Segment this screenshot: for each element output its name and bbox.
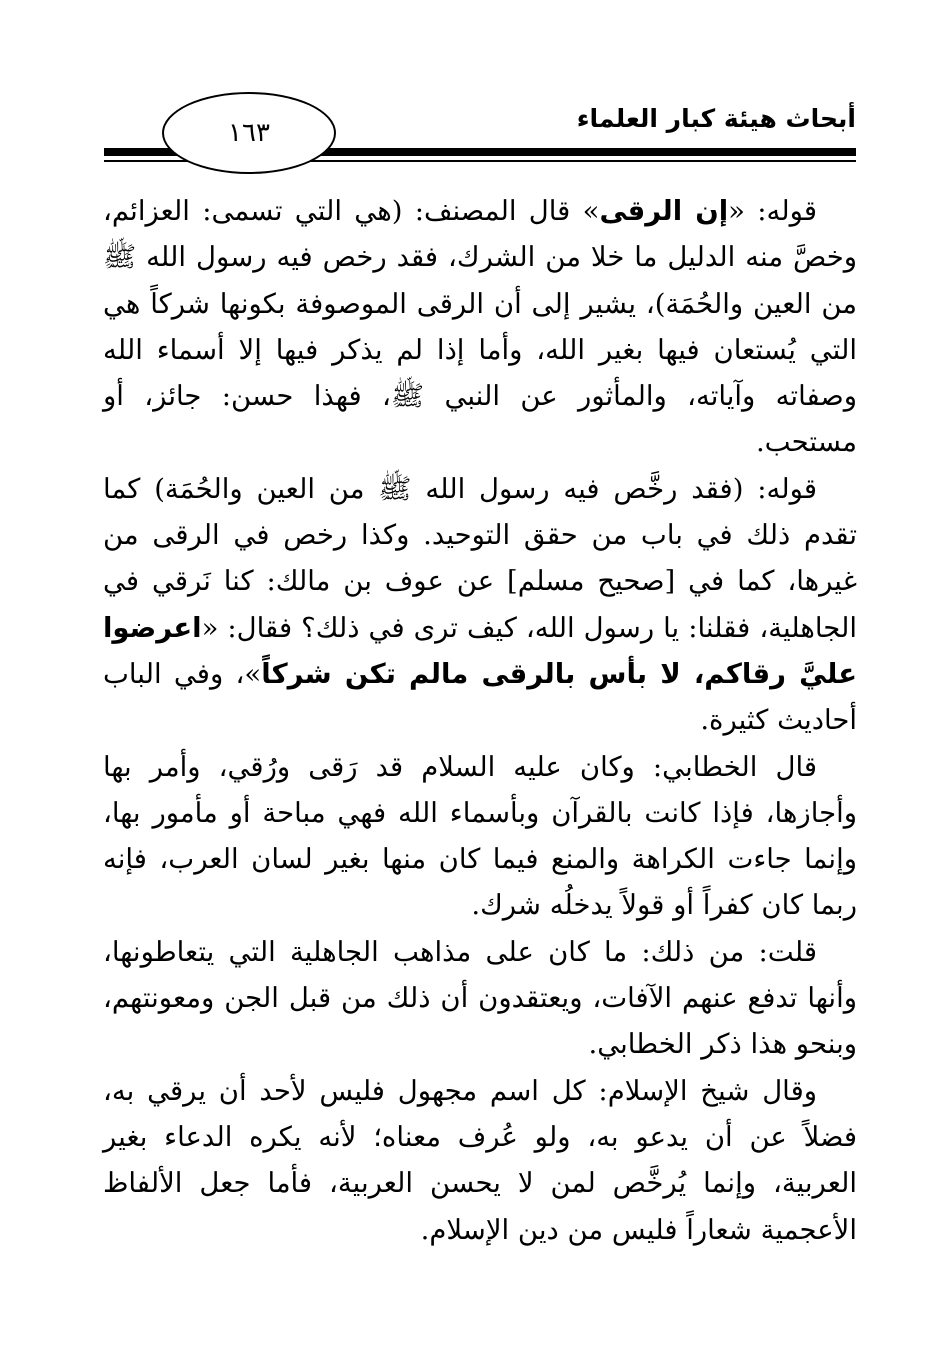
page-number-oval (162, 92, 336, 174)
p1-text-a: قوله: « (728, 195, 817, 227)
p1-bold-quote: إن الرقى (599, 195, 729, 227)
paragraph-4: قلت: من ذلك: ما كان على مذاهب الجاهلية التي يتعاطونها، وأنها تدفع عنهم الآفات، ويعتقدون أن ذلك من قبل الجن ومعونتهم، وبنحو هذا ذكر الخطابي. (103, 935, 857, 1061)
paragraph-2 (103, 466, 857, 744)
page-number: ١٦٣ (228, 118, 270, 148)
page-body (103, 188, 857, 1253)
running-title: أبحاث هيئة كبار العلماء (576, 104, 856, 133)
p2-text-a: قوله: (فقد رخَّص فيه رسول الله ﷺ من العين والحُمَة) كما تقدم ذلك في باب من حقق التوحيد. وكذا رخص في الرقى من غيرها، كما في [صحيح مسلم] عن عوف بن مالك: كنا نَرقي في الجاهلية، فقلنا: يا رسول الله، كيف ترى في ذلك؟ فقال: « (103, 472, 857, 644)
p2-text-c: »، وفي الباب أحاديث كثيرة. (103, 657, 857, 737)
p2-bold-hadith: اعرضوا عليَّ رقاكم، لا بأس بالرقى مالم تكن شركاً (103, 611, 857, 690)
paragraph-3: قال الخطابي: وكان عليه السلام قد رَقى ورُقي، وأمر بها وأجازها، فإذا كانت بالقرآن وبأسماء الله فهي مباحة أو مأمور بها، وإنما جاءت الكراهة والمنع فيما كان منها بغير لسان العرب، فإنه ربما كان كفراً أو قولاً يدخلُه شرك. (103, 750, 857, 922)
page-header (104, 92, 856, 172)
p1-text-c: » قال المصنف: (هي التي تسمى: العزائم، وخصَّ منه الدليل ما خلا من الشرك، فقد رخص فيه رسول الله ﷺ من العين والحُمَة)، يشير إلى أن الرقى الموصوفة بكونها شركاً هي التي يُستعان فيها بغير الله، وأما إذا لم يذكر فيها إلا أسماء الله وصفاته وآياته، والمأثور عن النبي ﷺ، فهذا حسن: جائز، أو مستحب. (103, 195, 857, 459)
paragraph-1 (103, 188, 857, 466)
paragraph-5: وقال شيخ الإسلام: كل اسم مجهول فليس لأحد أن يرقي به، فضلاً عن أن يدعو به، ولو عُرف معناه؛ لأنه يكره الدعاء بغير العربية، وإنما يُرخَّص لمن لا يحسن العربية، فأما جعل الألفاظ الأعجمية شعاراً فليس من دين الإسلام. (103, 1074, 857, 1246)
